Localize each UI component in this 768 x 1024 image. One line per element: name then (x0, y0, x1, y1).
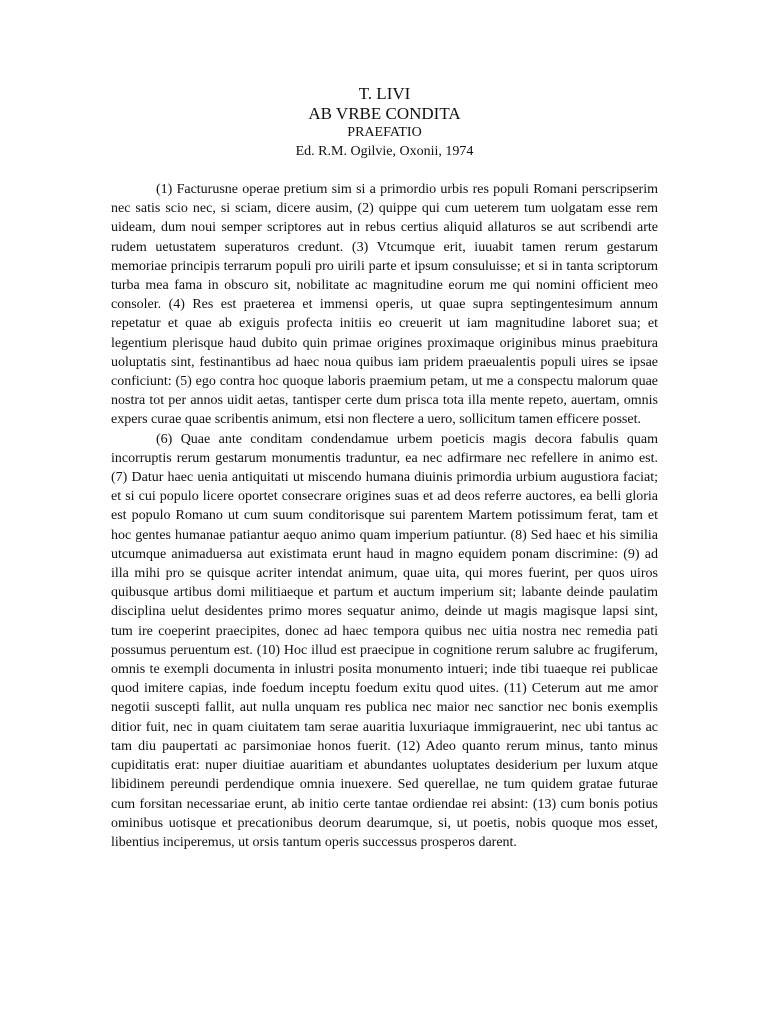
document-body (111, 180, 658, 852)
paragraph-1: (1) Facturusne operae pretium sim si a primordio urbis res populi Romani perscripserim nec satis scio nec, si sciam, dicere ausim, (2) quippe qui cum ueterem tum uolgatam esse rem uideam, dum noui semper scriptores aut in rebus certius aliquid allaturos se aut scribendi arte rudem uetustatem superaturos credunt. (3) Vtcumque erit, iuuabit tamen rerum gestarum memoriae principis terrarum populi pro uirili parte et ipsum consuluisse; et si in tanta scriptorum turba mea fama in obscuro sit, nobilitate ac magnitudine eorum me qui nomini officient meo consoler. (4) Res est praeterea et immensi operis, ut quae supra septingentesimum annum repetatur et quae ab exiguis profecta initiis eo creuerit ut iam magnitudine laboret sua; et legentium plerisque haud dubito quin primae origines proximaque originibus minus praebitura uoluptatis sint, festinantibus ad haec noua quibus iam pridem praeualentis populi uires se ipsae conficiunt: (5) ego contra hoc quoque laboris praemium petam, ut me a conspectu malorum quae nostra tot per annos uidit aetas, tantisper certe dum prisca tota illa mente repeto, auertam, omnis expers curae quae scribentis animum, etsi non flectere a uero, sollicitum tamen efficere posset. (111, 182, 658, 428)
edition-line: Ed. R.M. Ogilvie, Oxonii, 1974 (295, 144, 474, 159)
author-title: T. LIVI (358, 84, 411, 103)
section-title: PRAEFATIO (347, 125, 422, 140)
work-title: AB VRBE CONDITA (308, 104, 461, 123)
document-header (111, 84, 658, 162)
paragraph-2: (6) Quae ante conditam condendamue urbem poeticis magis decora fabulis quam incorruptis rerum gestarum monumentis traduntur, ea nec adfirmare nec refellere in animo est. (7) Datur haec uenia antiquitati ut miscendo humana diuinis primordia urbium augustiora faciat; et si cui populo licere oportet consecrare origines suas et ad deos referre auctores, ea belli gloria est populo Romano ut cum suum conditorisque sui parentem Martem potissimum ferat, tam et hoc gentes humanae patiantur aequo animo quam imperium patiuntur. (8) Sed haec et his similia utcumque animaduersa aut existimata erunt haud in magno equidem ponam discrimine: (9) ad illa mihi pro se quisque acriter intendat animum, quae uita, qui mores fuerint, per quos uiros quibusque artibus domi militiaeque et partum et auctum imperium sit; labante deinde paulatim disciplina uelut desidentes primo mores sequatur animo, deinde ut magis magisque lapsi sint, tum ire coeperint praecipites, donec ad haec tempora quibus nec uitia nostra nec remedia pati possumus peruentum est. (10) Hoc illud est praecipue in cognitione rerum salubre ac frugiferum, omnis te exempli documenta in inlustri posita monumento intueri; inde tibi tuaeque rei publicae quod imitere capias, inde foedum inceptu foedum exitu quod uites. (11) Ceterum aut me amor negotii suscepti fallit, aut nulla unquam res publica nec maior nec sanctior nec bonis exemplis ditior fuit, nec in quam ciuitatem tam serae auaritia luxuriaque immigrauerint, nec ubi tantus ac tam diu paupertati ac parsimoniae honos fuerit. (12) Adeo quanto rerum minus, tanto minus cupiditatis erat: nuper diuitiae auaritiam et abundantes uoluptates desiderium per luxum atque libidinem pereundi perdendique omnia inuexere. Sed querellae, ne tum quidem gratae futurae cum forsitan necessariae erunt, ab initio certe tantae ordiendae rei absint: (13) cum bonis potius ominibus uotisque et precationibus deorum dearumque, si, ut poetis, nobis quoque mos esset, libentius inciperemus, ut orsis tantum operis successus prosperos darent. (111, 431, 658, 850)
